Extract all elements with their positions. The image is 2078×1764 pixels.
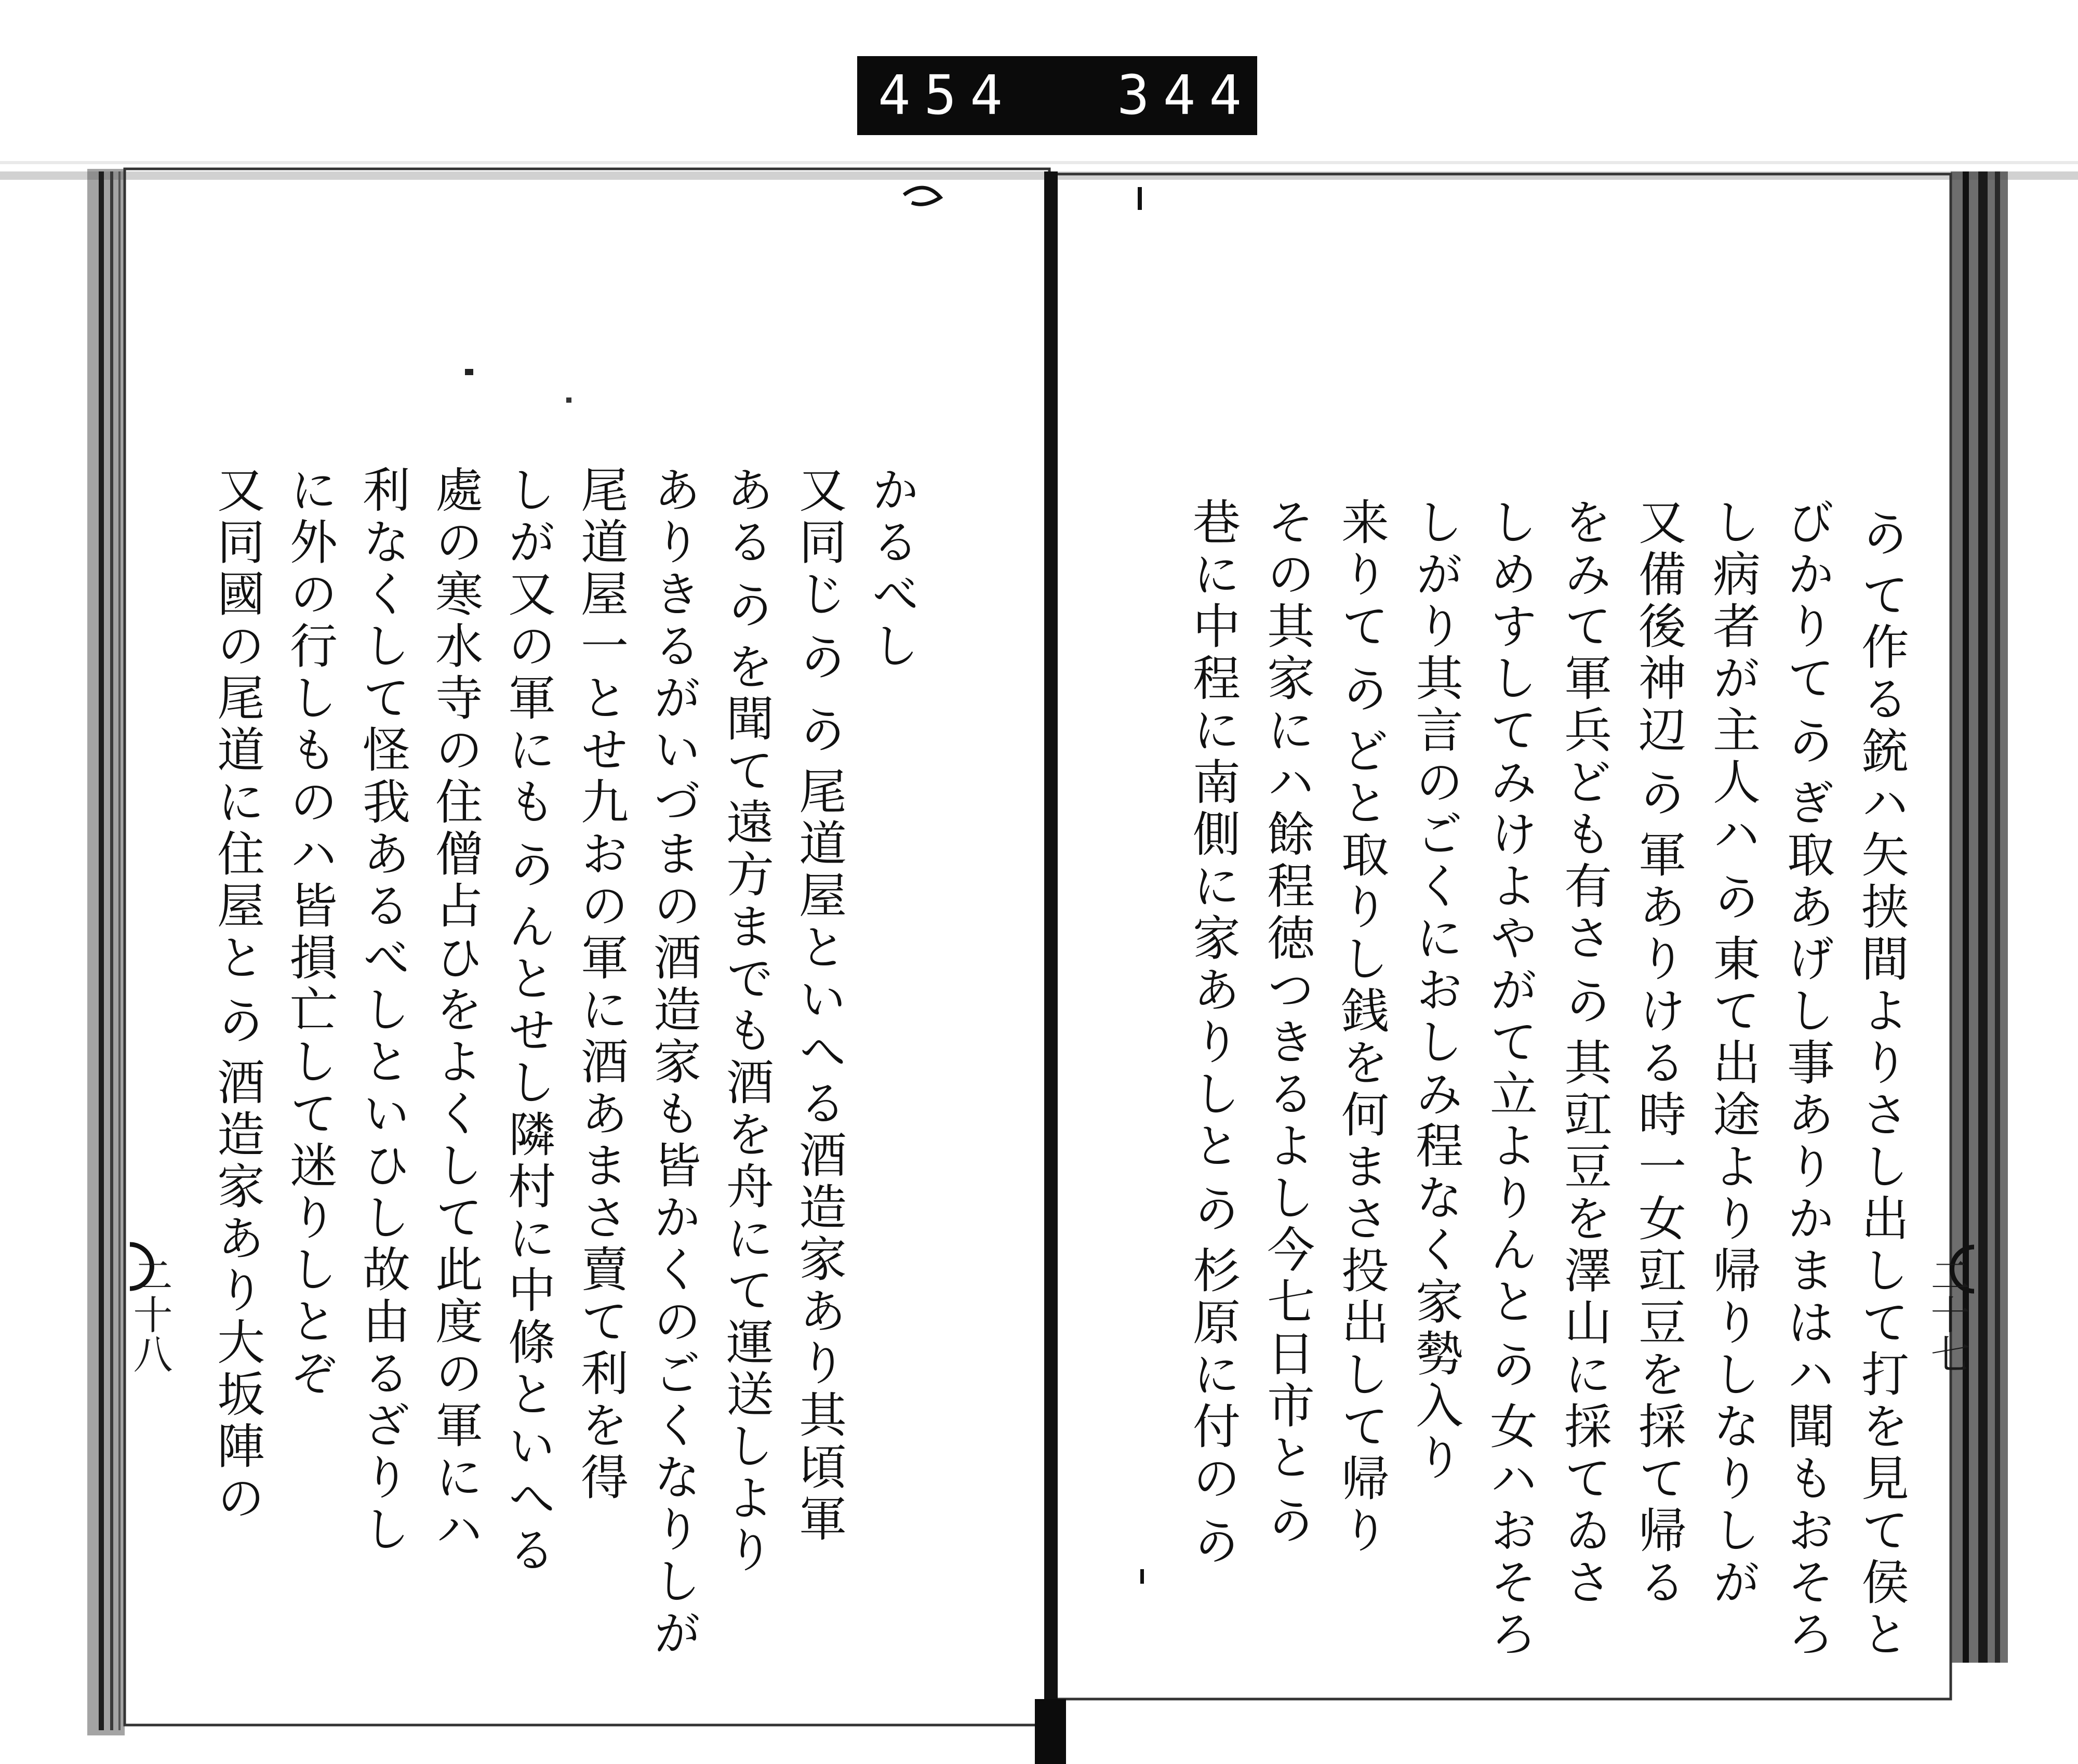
text-column: 尾道屋一とせ九おの軍に酒あまさ賣て利を得	[573, 465, 629, 1504]
text-column: 又同國の尾道に住屋と𛀙酒造家あり大坂陣の	[209, 465, 265, 1525]
text-column: 𛀙て作る銃ハ矢挟間よりさし出して打を見て侯と	[1854, 497, 1909, 1661]
text-column: をみて軍兵ども有さ𛀙其豇豆を澤山に採てゐさ	[1556, 497, 1612, 1609]
text-column: ありきるがいづまの酒造家も皆かくのごくなりしが	[646, 465, 701, 1660]
text-column: しがり其言のごくにおしみ程なく家勢入り	[1408, 497, 1463, 1484]
left-page	[125, 169, 1049, 1725]
right-page	[1055, 174, 1970, 1699]
text-column: に外の行しものハ皆損亡して迷りしとぞ	[282, 465, 338, 1400]
archive-number-label	[857, 56, 1257, 135]
text-column: 又同じ𛀙𛀙尾道屋といへる酒造家あり其頃軍	[791, 465, 847, 1546]
text-column: し病者が主人ハ𛀙東て出途より帰りしなりしが	[1705, 497, 1761, 1609]
text-column: しめすしてみけよやがて立よりんと𛀙女ハおそろ	[1482, 497, 1538, 1661]
text-column: 又備後神辺𛀙軍ありける時一女豇豆を採て帰る	[1631, 497, 1686, 1609]
text-column: かるべし	[864, 465, 920, 673]
page-edges-left	[87, 169, 125, 1735]
text-column: 巷に中程に南側に家ありしと𛀙杉原に付の𛀙	[1185, 497, 1241, 1578]
text-column: びかりて𛀙ぎ取あげし事ありかまはハ聞もおそろ	[1779, 497, 1835, 1661]
text-column: ある𛀙を聞て遠方までも酒を舟にて運送しより	[718, 465, 774, 1577]
label-number-right: 344	[1117, 63, 1255, 127]
right-page-folio: 二十七	[1924, 1255, 1970, 1373]
text-column: しが又の軍にも𛀙んとせし隣村に中條といへる	[500, 465, 556, 1577]
left-page-folio: 二十八	[127, 1255, 173, 1373]
label-number-left: 454	[878, 63, 1016, 127]
text-column: 来りて𛀙どと取りし銭を何まさ投出して帰り	[1334, 497, 1389, 1557]
text-column: その其家にハ餘程徳つきるよし今七日市と𛀙	[1259, 497, 1315, 1557]
text-column: 利なくして怪我あるべしといひし故由るざりし	[355, 465, 410, 1556]
text-column: 處の寒水寺の住僧占ひをよくして此度の軍にハ	[428, 465, 483, 1556]
page-edges-right	[1951, 171, 2008, 1663]
